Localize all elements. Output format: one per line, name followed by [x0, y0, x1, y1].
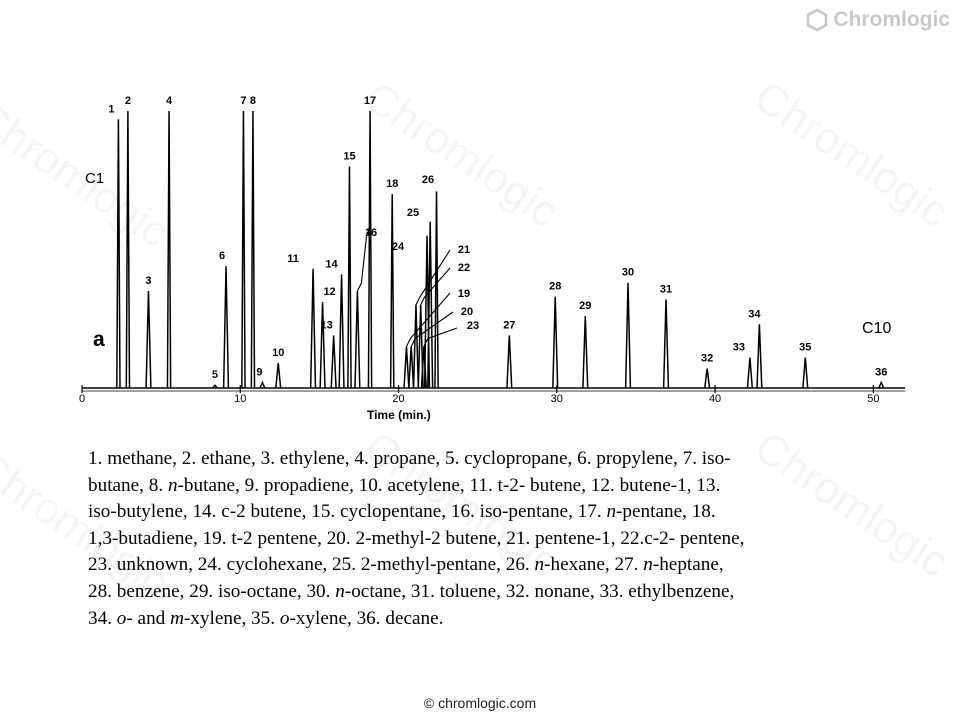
peak-label: 27 [503, 319, 516, 332]
legend-line [88, 526, 918, 553]
leader-line [357, 232, 367, 291]
legend-text: -xylene, 36. decane. [289, 607, 444, 629]
legend-line [88, 473, 918, 500]
peak-36 [879, 382, 884, 388]
x-tick-label: 40 [708, 393, 722, 405]
peak-27 [507, 335, 512, 388]
peak-label: 18 [386, 178, 399, 191]
legend-text: 23. unknown, 24. cyclohexane, 25. 2-methyl-pentane, 26. [88, 554, 535, 576]
peak-label: 11 [287, 252, 299, 265]
peak-label: 36 [875, 366, 888, 379]
legend-text: -butane, 9. propadiene, 10. acetylene, 11. t-2- butene, 12. butene-1, 13. [177, 474, 721, 496]
peak-label: 23 [466, 320, 480, 332]
panel-label: a [93, 328, 105, 351]
legend-text: 1. methane, 2. ethane, 3. ethylene, 4. propane, 5. cyclopropane, 6. propylene, 7. iso- [88, 448, 731, 469]
peak-label: 2 [124, 95, 131, 107]
peak-32 [705, 369, 710, 388]
peak-label: 28 [549, 280, 562, 293]
peak-21 [414, 305, 419, 388]
peak-11 [311, 269, 316, 388]
copyright-footer: © chromlogic.com [423, 695, 537, 711]
legend-italic-text: n [606, 501, 617, 523]
legend-text: 28. benzene, 29. iso-octane, 30. [88, 580, 336, 602]
peak-label: 12 [323, 286, 336, 299]
peak-label: 34 [748, 308, 761, 321]
legend-text: -pentane, 18. [616, 501, 716, 523]
peak-25 [428, 222, 433, 388]
leader-line [416, 250, 450, 305]
x-tick-label: 0 [78, 393, 86, 405]
peak-label: 5 [211, 369, 219, 382]
peak-legend [88, 446, 918, 632]
peak-18 [391, 194, 394, 388]
peak-label: 31 [659, 283, 673, 296]
legend-italic-text: o [279, 607, 290, 629]
peak-label: 25 [406, 207, 420, 219]
legend-italic-text: m [170, 607, 184, 629]
x-tick-label: 50 [867, 393, 880, 405]
peak-33 [747, 358, 752, 388]
peak-label: 24 [391, 241, 405, 253]
peak-label: 33 [732, 341, 746, 354]
peak-31 [664, 299, 669, 388]
peak-9 [260, 382, 265, 388]
legend-text: -octane, 31. toluene, 32. nonane, 33. ethylbenzene, [344, 580, 735, 602]
peak-label: 1 [108, 103, 115, 116]
legend-line [88, 606, 918, 633]
peak-label: 26 [421, 174, 435, 186]
peak-label: 13 [320, 319, 333, 332]
peak-label: 3 [145, 275, 152, 288]
peak-34 [757, 324, 762, 388]
legend-text: butane, 8. [88, 474, 168, 496]
annotation-c10: C10 [862, 320, 892, 337]
legend-text: - and [126, 607, 171, 629]
peak-label: 22 [457, 262, 471, 274]
peak-20 [409, 346, 414, 388]
peak-label: 32 [701, 352, 714, 365]
peak-label: 7 [240, 95, 247, 107]
x-axis-label: Time (min.) [366, 408, 431, 422]
legend-italic-text: n [643, 554, 653, 576]
peak-14 [339, 274, 344, 388]
peak-13 [331, 335, 336, 388]
peak-label: 29 [579, 299, 592, 312]
peak-4 [167, 111, 170, 388]
peak-19 [404, 346, 409, 388]
peak-label: 10 [272, 347, 285, 360]
legend-line [88, 446, 918, 473]
peak-17 [368, 111, 371, 388]
peak-label: 35 [799, 341, 812, 354]
legend-italic-text: o [116, 607, 127, 629]
peak-label: 6 [218, 250, 226, 263]
x-tick-label: 10 [234, 393, 247, 405]
peak-label: 30 [621, 266, 635, 279]
peak-7 [242, 111, 245, 388]
legend-text: 34. [88, 607, 117, 629]
legend-text: -xylene, 35. [183, 607, 280, 629]
peak-10 [276, 363, 281, 388]
peak-15 [348, 166, 351, 388]
brand-name: Chromlogic [833, 8, 950, 31]
peak-label: 16 [364, 227, 378, 239]
legend-italic-text: n [335, 580, 345, 602]
peak-label: 8 [249, 95, 256, 107]
x-tick-label: 30 [550, 393, 563, 405]
legend-line [88, 499, 918, 526]
peak-12 [320, 302, 325, 388]
annotation-c1: C1 [85, 170, 105, 187]
peak-label: 21 [457, 244, 471, 256]
legend-italic-text: n [167, 474, 178, 496]
peak-label: 20 [460, 306, 474, 318]
peak-29 [583, 316, 588, 388]
legend-italic-text: n [534, 554, 545, 576]
legend-line [88, 552, 918, 579]
peak-26 [435, 191, 438, 388]
peak-label: 15 [343, 150, 356, 163]
peak-label: 19 [457, 288, 471, 300]
peak-35 [803, 358, 808, 388]
legend-line [88, 579, 918, 606]
legend-text: 1,3-butadiene, 19. t-2 pentene, 20. 2-methyl-2 butene, 21. pentene-1, 22.c-2- pentene, [88, 527, 745, 549]
legend-text: iso-butylene, 14. c-2 butene, 15. cyclopentane, 16. iso-pentane, 17. [88, 501, 607, 523]
peak-label: 14 [325, 258, 338, 271]
peak-6 [224, 266, 229, 388]
peak-2 [126, 111, 129, 388]
peak-30 [626, 283, 631, 388]
peak-label: 17 [363, 95, 377, 107]
legend-text: -hexane, 27. [544, 554, 644, 576]
peak-label: 4 [165, 95, 173, 107]
peak-28 [553, 297, 558, 388]
peak-8 [251, 111, 254, 388]
peak-label: 9 [256, 366, 263, 379]
peak-3 [146, 291, 151, 388]
legend-text: -heptane, [652, 554, 724, 576]
peak-16 [355, 291, 360, 388]
x-tick-label: 20 [392, 393, 405, 405]
peak-1 [117, 119, 120, 388]
